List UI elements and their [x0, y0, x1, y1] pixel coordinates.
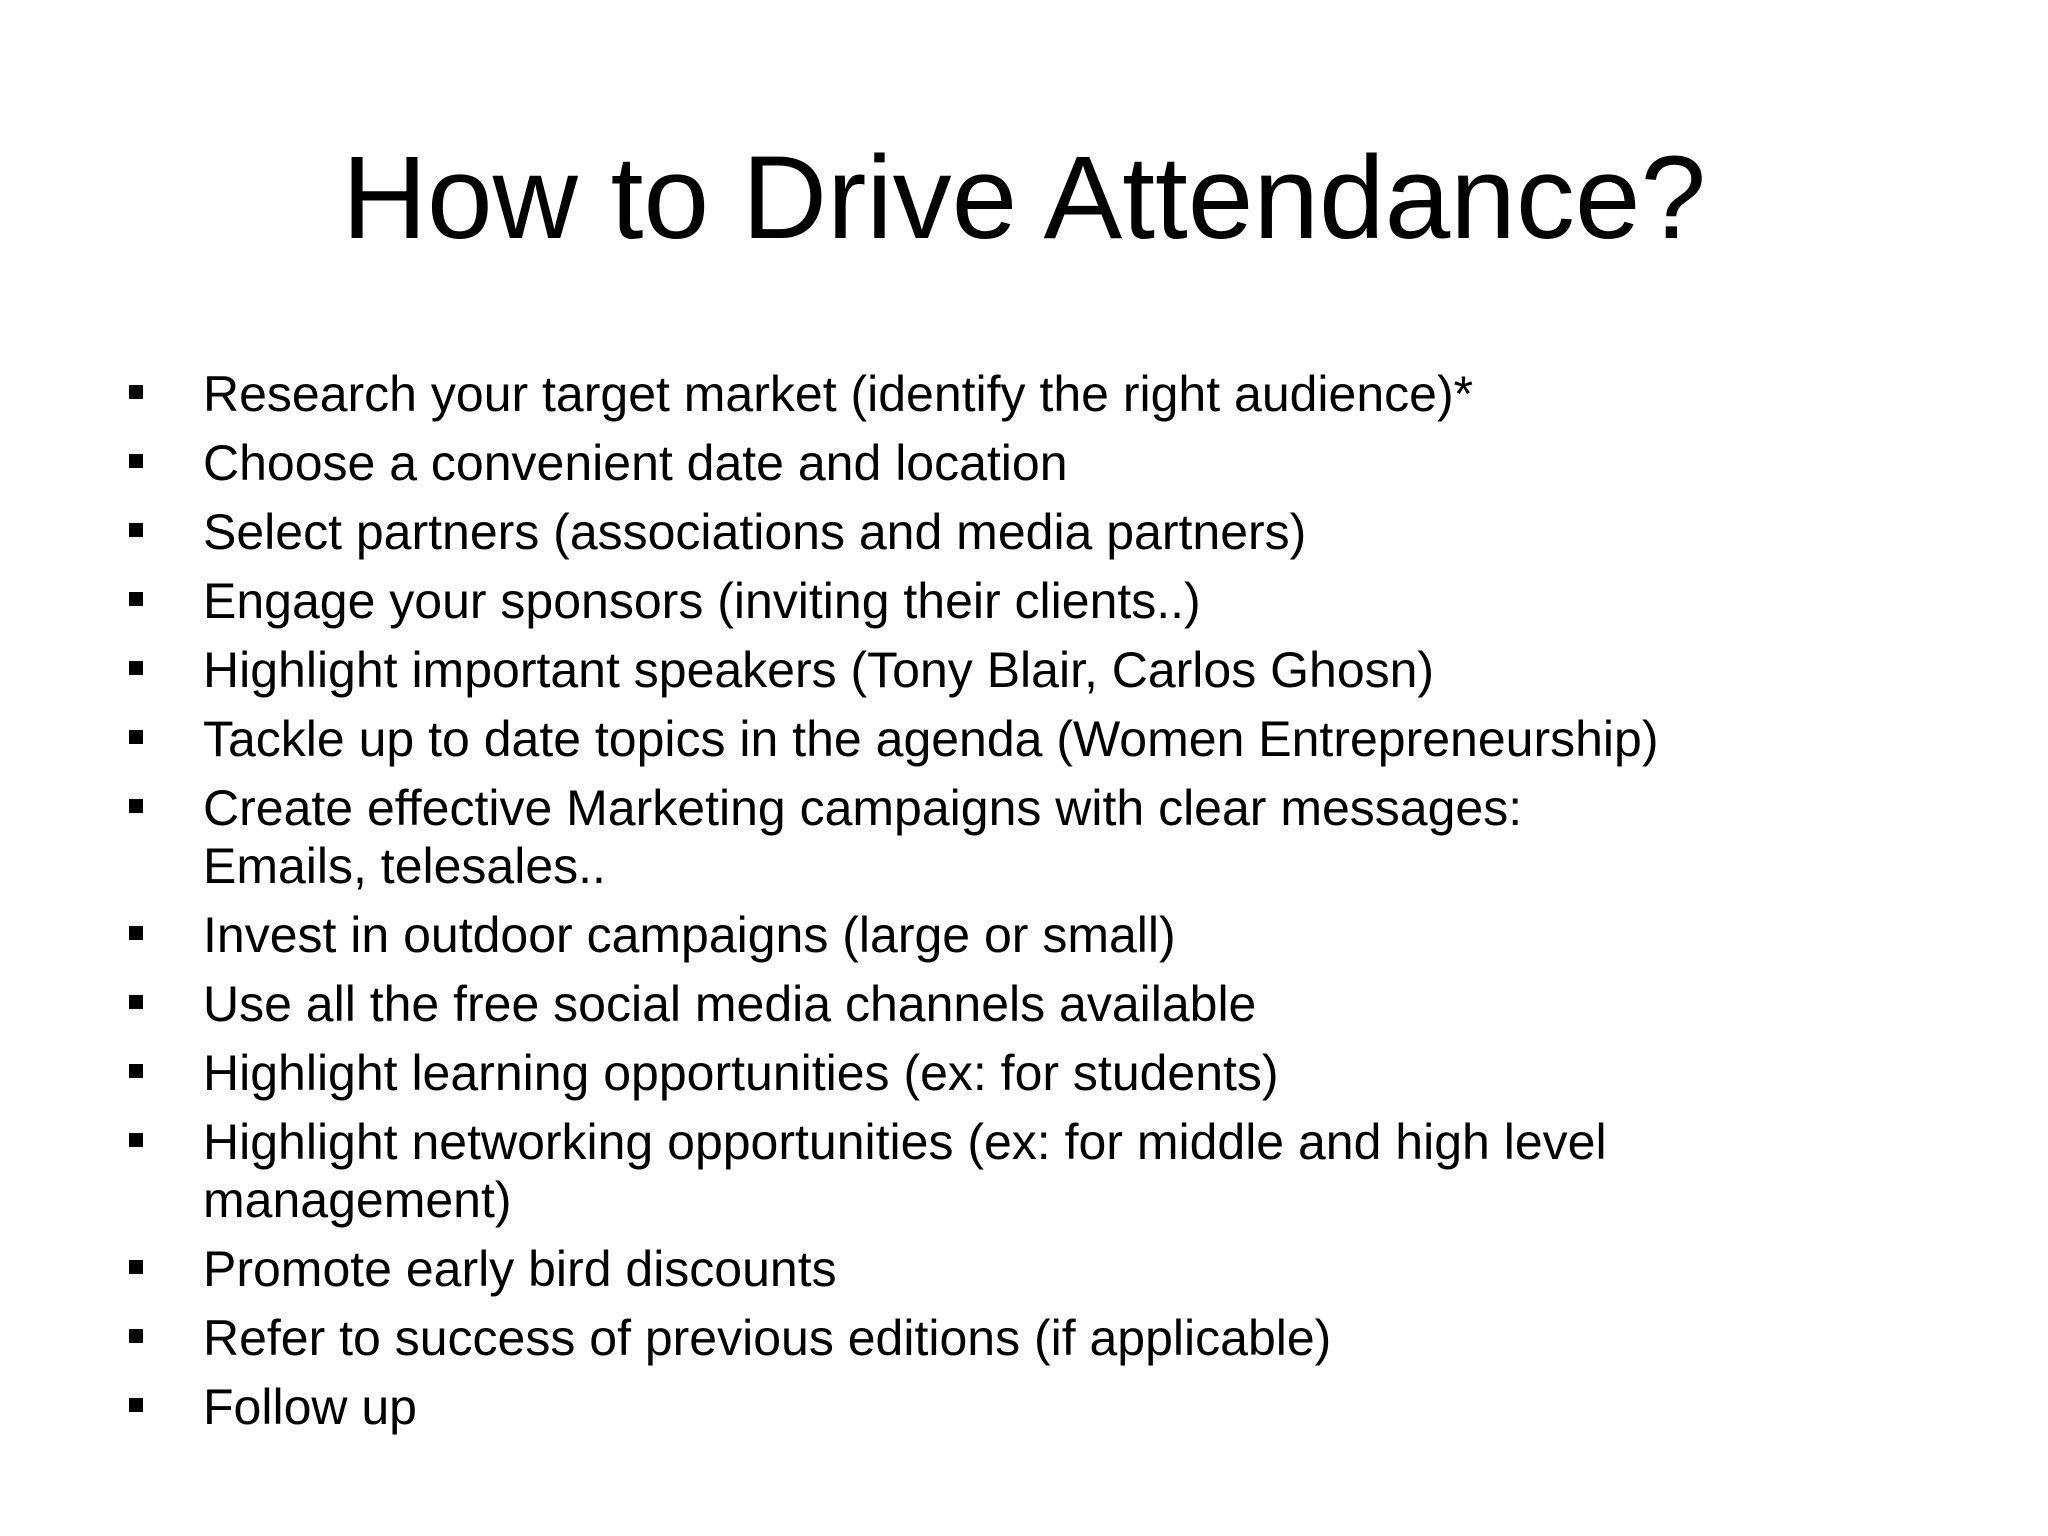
list-item — [129, 503, 1949, 561]
list-item — [129, 1378, 1949, 1436]
square-bullet-icon — [129, 592, 143, 606]
list-item-text: Select partners (associations and media partners) — [203, 504, 1307, 560]
square-bullet-icon — [129, 730, 143, 744]
list-item-text: Promote early bird discounts — [203, 1241, 837, 1297]
list-item — [129, 1240, 1949, 1298]
square-bullet-icon — [129, 523, 143, 537]
list-item — [129, 365, 1949, 423]
list-item — [129, 1113, 1949, 1229]
square-bullet-icon — [129, 799, 143, 813]
list-item — [129, 975, 1949, 1033]
square-bullet-icon — [129, 926, 143, 940]
slide-title: How to Drive Attendance? — [341, 132, 1707, 264]
square-bullet-icon — [129, 995, 143, 1009]
list-item-text: Create effective Marketing campaigns with clear messages: Emails, telesales.. — [203, 780, 1523, 894]
square-bullet-icon — [129, 454, 143, 468]
list-item-text: Choose a convenient date and location — [203, 435, 1068, 491]
list-item — [129, 434, 1949, 492]
list-item — [129, 572, 1949, 630]
list-item-text: Follow up — [203, 1379, 417, 1435]
list-item-text: Invest in outdoor campaigns (large or small) — [203, 907, 1176, 963]
list-item-text: Tackle up to date topics in the agenda (Women Entrepreneurship) — [203, 711, 1659, 767]
list-item — [129, 641, 1949, 699]
list-item-text: Highlight important speakers (Tony Blair, Carlos Ghosn) — [203, 642, 1435, 698]
bullet-list — [129, 365, 1949, 1447]
square-bullet-icon — [129, 1064, 143, 1078]
list-item — [129, 906, 1949, 964]
list-item — [129, 710, 1949, 768]
list-item-text: Engage your sponsors (inviting their clients..) — [203, 573, 1201, 629]
list-item-text: Highlight networking opportunities (ex: for middle and high level management) — [203, 1114, 1607, 1228]
list-item — [129, 1309, 1949, 1367]
list-item-text: Use all the free social media channels available — [203, 976, 1257, 1032]
list-item-text: Refer to success of previous editions (if applicable) — [203, 1310, 1332, 1366]
square-bullet-icon — [129, 1329, 143, 1343]
list-item — [129, 1044, 1949, 1102]
square-bullet-icon — [129, 1260, 143, 1274]
square-bullet-icon — [129, 661, 143, 675]
square-bullet-icon — [129, 1133, 143, 1147]
list-item — [129, 779, 1949, 895]
square-bullet-icon — [129, 385, 143, 399]
list-item-text: Highlight learning opportunities (ex: for students) — [203, 1045, 1279, 1101]
square-bullet-icon — [129, 1398, 143, 1412]
list-item-text: Research your target market (identify the right audience)* — [203, 366, 1474, 422]
